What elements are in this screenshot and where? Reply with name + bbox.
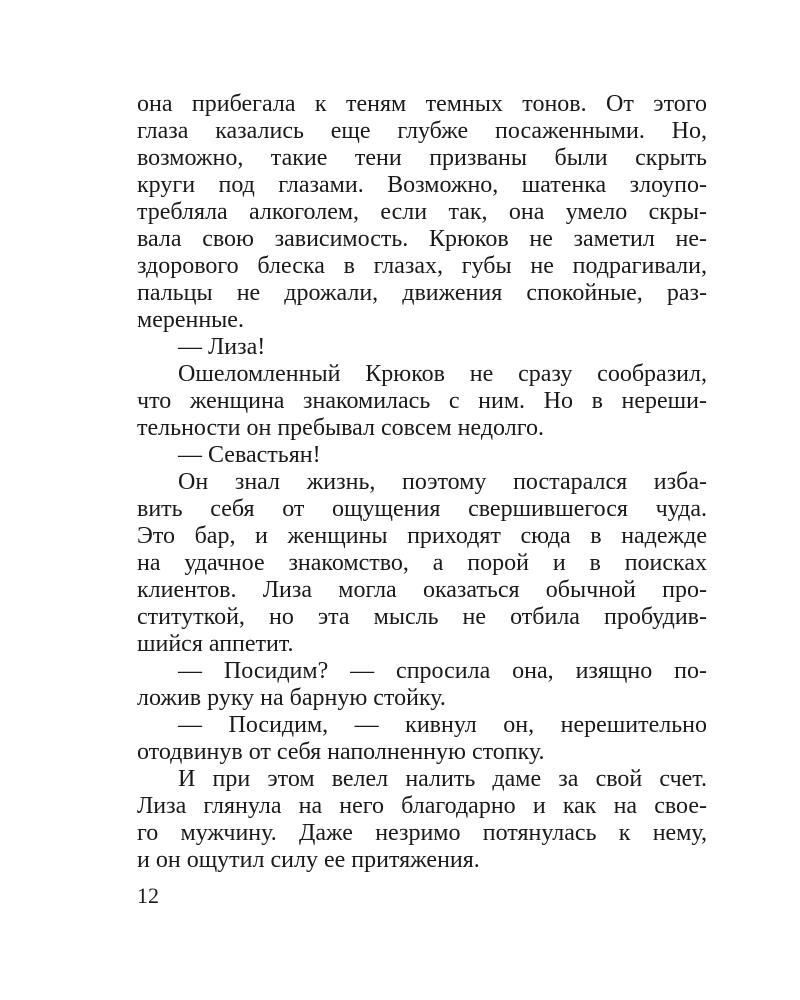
text-line: — Посидим, — кивнул он, нерешительно <box>178 712 707 738</box>
text-line: что женщина знакомилась с ним. Но в нереши- <box>137 388 707 414</box>
text-line: вала свою зависимость. Крюков не заметил не- <box>137 226 707 252</box>
text-line: на удачное знакомство, а порой и в поисках <box>137 550 707 576</box>
text-line: — Посидим? — спросила она, изящно по- <box>178 658 707 684</box>
text-line: она прибегала к теням темных тонов. От этого <box>137 91 707 117</box>
text-line: И при этом велел налить даме за свой счет. <box>178 766 707 792</box>
text-line: го мужчину. Даже незримо потянулась к нему, <box>137 820 707 846</box>
text-line: ложив руку на барную стойку. <box>137 685 446 711</box>
page-number: 12 <box>137 883 159 908</box>
text-line: глаза казались еще глубже посаженными. Но, <box>137 118 707 144</box>
text-line: и он ощутил силу ее притяжения. <box>137 847 480 873</box>
text-line: ституткой, но эта мысль не отбила пробудив- <box>137 604 707 630</box>
text-line: — Севастьян! <box>178 442 321 468</box>
text-line: Он знал жизнь, поэтому постарался изба- <box>178 469 707 495</box>
text-line: круги под глазами. Возможно, шатенка злоупо- <box>137 172 707 198</box>
text-line: требляла алкоголем, если так, она умело скры- <box>137 199 707 225</box>
text-line: возможно, такие тени призваны были скрыть <box>137 145 707 171</box>
text-line: вить себя от ощущения свершившегося чуда. <box>137 496 707 522</box>
text-line: клиентов. Лиза могла оказаться обычной про- <box>137 577 707 603</box>
text-line: Лиза глянула на него благодарно и как на свое- <box>137 793 707 819</box>
text-line: пальцы не дрожали, движения спокойные, раз- <box>137 280 707 306</box>
text-line: здорового блеска в глазах, губы не подрагивали, <box>137 253 707 279</box>
text-line: тельности он пребывал совсем недолго. <box>137 415 544 441</box>
text-line: шийся аппетит. <box>137 631 294 657</box>
text-line: — Лиза! <box>178 334 266 360</box>
text-line: отодвинув от себя наполненную стопку. <box>137 739 545 765</box>
text-line: Ошеломленный Крюков не сразу сообразил, <box>178 361 707 387</box>
text-line: Это бар, и женщины приходят сюда в надежде <box>137 523 707 549</box>
text-line: меренные. <box>137 307 244 333</box>
body-text <box>137 91 707 874</box>
